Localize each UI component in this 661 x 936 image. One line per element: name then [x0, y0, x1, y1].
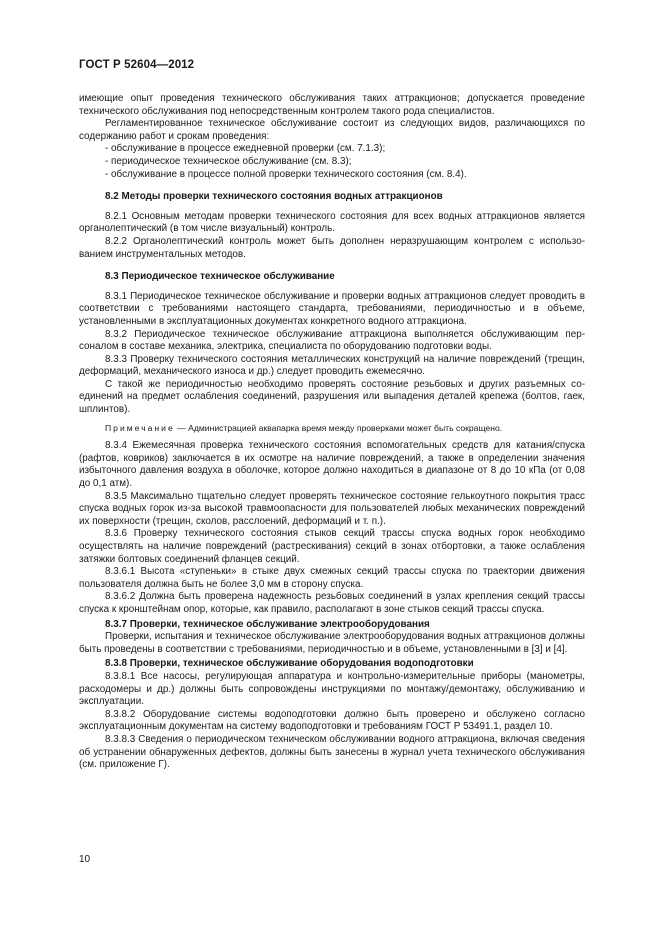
document-header: ГОСТ Р 52604—2012: [79, 59, 195, 71]
note: [79, 422, 585, 435]
paragraph-8-3-3: 8.3.3 Проверку технического состояния металлических конструкций на наличие повреждений (трещин, деформаций, механического износа и др.) следует проводить ежемесячно.: [79, 353, 585, 378]
list-item-daily: - обслуживание в процессе ежедневной проверки (см. 7.1.3);: [105, 143, 386, 155]
note-text: — Администрацией аквапарка время между проверками может быть сокращено.: [174, 422, 503, 433]
paragraph-8-3-5: 8.3.5 Максимально тщательно следует проверять техническое состояние гелькоутного покрытия трасс спуска водных горок из-за высокой травмоопасности для пользователей любых механических повреждений их поверхности (трещин, сколов, расслоений, деформаций и т. п.).: [79, 490, 585, 527]
paragraph-8-2-1: 8.2.1 Основным методам проверки технического состояния для всех водных аттракционов является органолептический (в том числе визуальный) контроль.: [79, 210, 585, 235]
note-label: Примечание: [105, 422, 175, 433]
list-item-full-check: - обслуживание в процессе полной проверки технического состояния (см. 8.4).: [105, 168, 467, 180]
paragraph-8-3-6-2: 8.3.6.2 Должна быть проверена надежность резьбовых соединений в узлах крепления секций трассы спуска к кронштейнам опор, которые, как правило, располагают в зоне стыков секций трассы спуска.: [79, 591, 585, 615]
paragraph-continuation: имеющие опыт проведения технического обслуживания таких аттракционов; допускается проведение технического обслуживания под непосредственным контролем такого рода специалистов.: [79, 93, 585, 117]
section-heading-8-3: 8.3 Периодическое техническое обслуживание: [105, 271, 335, 283]
document-body: [79, 93, 585, 772]
list-item-periodic: - периодическое техническое обслуживание (см. 8.3);: [105, 155, 352, 167]
paragraph-8-3-4: 8.3.4 Ежемесячная проверка технического состояния вспомогательных средств для катания/спуска (рафтов, ковриков) заключается в их осмотре на наличие повреждений, а также в определении значения избыточного давления воздуха в оболочке, которое должно находиться в диапазоне от 8 до 10 кПа (от 0,08 до 0,1 атм).: [79, 440, 585, 490]
paragraph-8-3-7: Проверки, испытания и техническое обслуживание электрооборудования водных аттракционов должны быть проведены в соответствии с требованиями, периодичностью и в объеме, установленными в [3] и [4].: [79, 631, 585, 655]
paragraph-8-3-8-1: 8.3.8.1 Все насосы, регулирующая аппаратура и контрольно-измерительные приборы (манометры, расходомеры и др.) должны быть сопровождены инструкциями по монтажу/демонтажу, обслуживанию и эксплуатации.: [79, 670, 585, 708]
paragraph-8-3-8-3: 8.3.8.3 Сведения о периодическом техническом обслуживании водного аттракциона, включая сведения об устранении обнаруженных дефектов, должны быть занесены в журнал учета технического обслуживания (см. приложение Г).: [79, 733, 585, 771]
page-number: 10: [79, 854, 91, 865]
paragraph-8-3-8-2: 8.3.8.2 Оборудование системы водоподготовки должно быть проверено и обслужено согласно эксплуатационным документам на систему водоподготовки и требованиям ГОСТ Р 53491.1, раздел 10.: [79, 708, 585, 733]
paragraph-8-2-2: 8.2.2 Органолептический контроль может быть дополнен неразрушающим контролем с использованием инструментальных методов.: [79, 235, 585, 260]
section-heading-8-3-8: 8.3.8 Проверки, техническое обслуживание оборудования водоподготовки: [105, 658, 474, 670]
paragraph-8-3-6-1: 8.3.6.1 Высота «ступеньки» в стыке двух смежных секций трассы спуска по траектории движения пользователя должна быть не более 3,0 мм в сторону спуска.: [79, 566, 585, 590]
section-heading-8-2: 8.2 Методы проверки технического состояния водных аттракционов: [105, 191, 443, 203]
paragraph-8-3-2: 8.3.2 Периодическое техническое обслуживание аттракциона выполняется обслуживающим персоналом в составе механика, электрика, специалиста по оборудованию подготовки воды.: [79, 328, 585, 353]
paragraph-8-3-3-continued: С такой же периодичностью необходимо проверять состояние резьбовых и других разъемных соединений на предмет ослабления соединений, разрушения или выпадения деталей крепежа (болтов, гаек, шплинтов).: [79, 378, 585, 416]
paragraph-8-3-1: 8.3.1 Периодическое техническое обслуживание и проверки водных аттракционов следует проводить в соответствии с требованиями настоящего стандарта, требованиями, периодичностью и в объеме, установленными в эксплуатационных документах конкретного водного аттракциона.: [79, 290, 585, 327]
paragraph-maintenance-types: Регламентированное техническое обслуживание состоит из следующих видов, различающихся по содержанию работ и срокам проведения:: [79, 118, 585, 142]
paragraph-8-3-6: 8.3.6 Проверку технического состояния стыков секций трассы спуска водных горок необходимо осуществлять на наличие повреждений (растрескивания) секций в зонах отбортовки, а также ослабления затяжки болтовых соединений фланцев секций.: [79, 528, 585, 565]
section-heading-8-3-7: 8.3.7 Проверки, техническое обслуживание электрооборудования: [105, 618, 430, 630]
